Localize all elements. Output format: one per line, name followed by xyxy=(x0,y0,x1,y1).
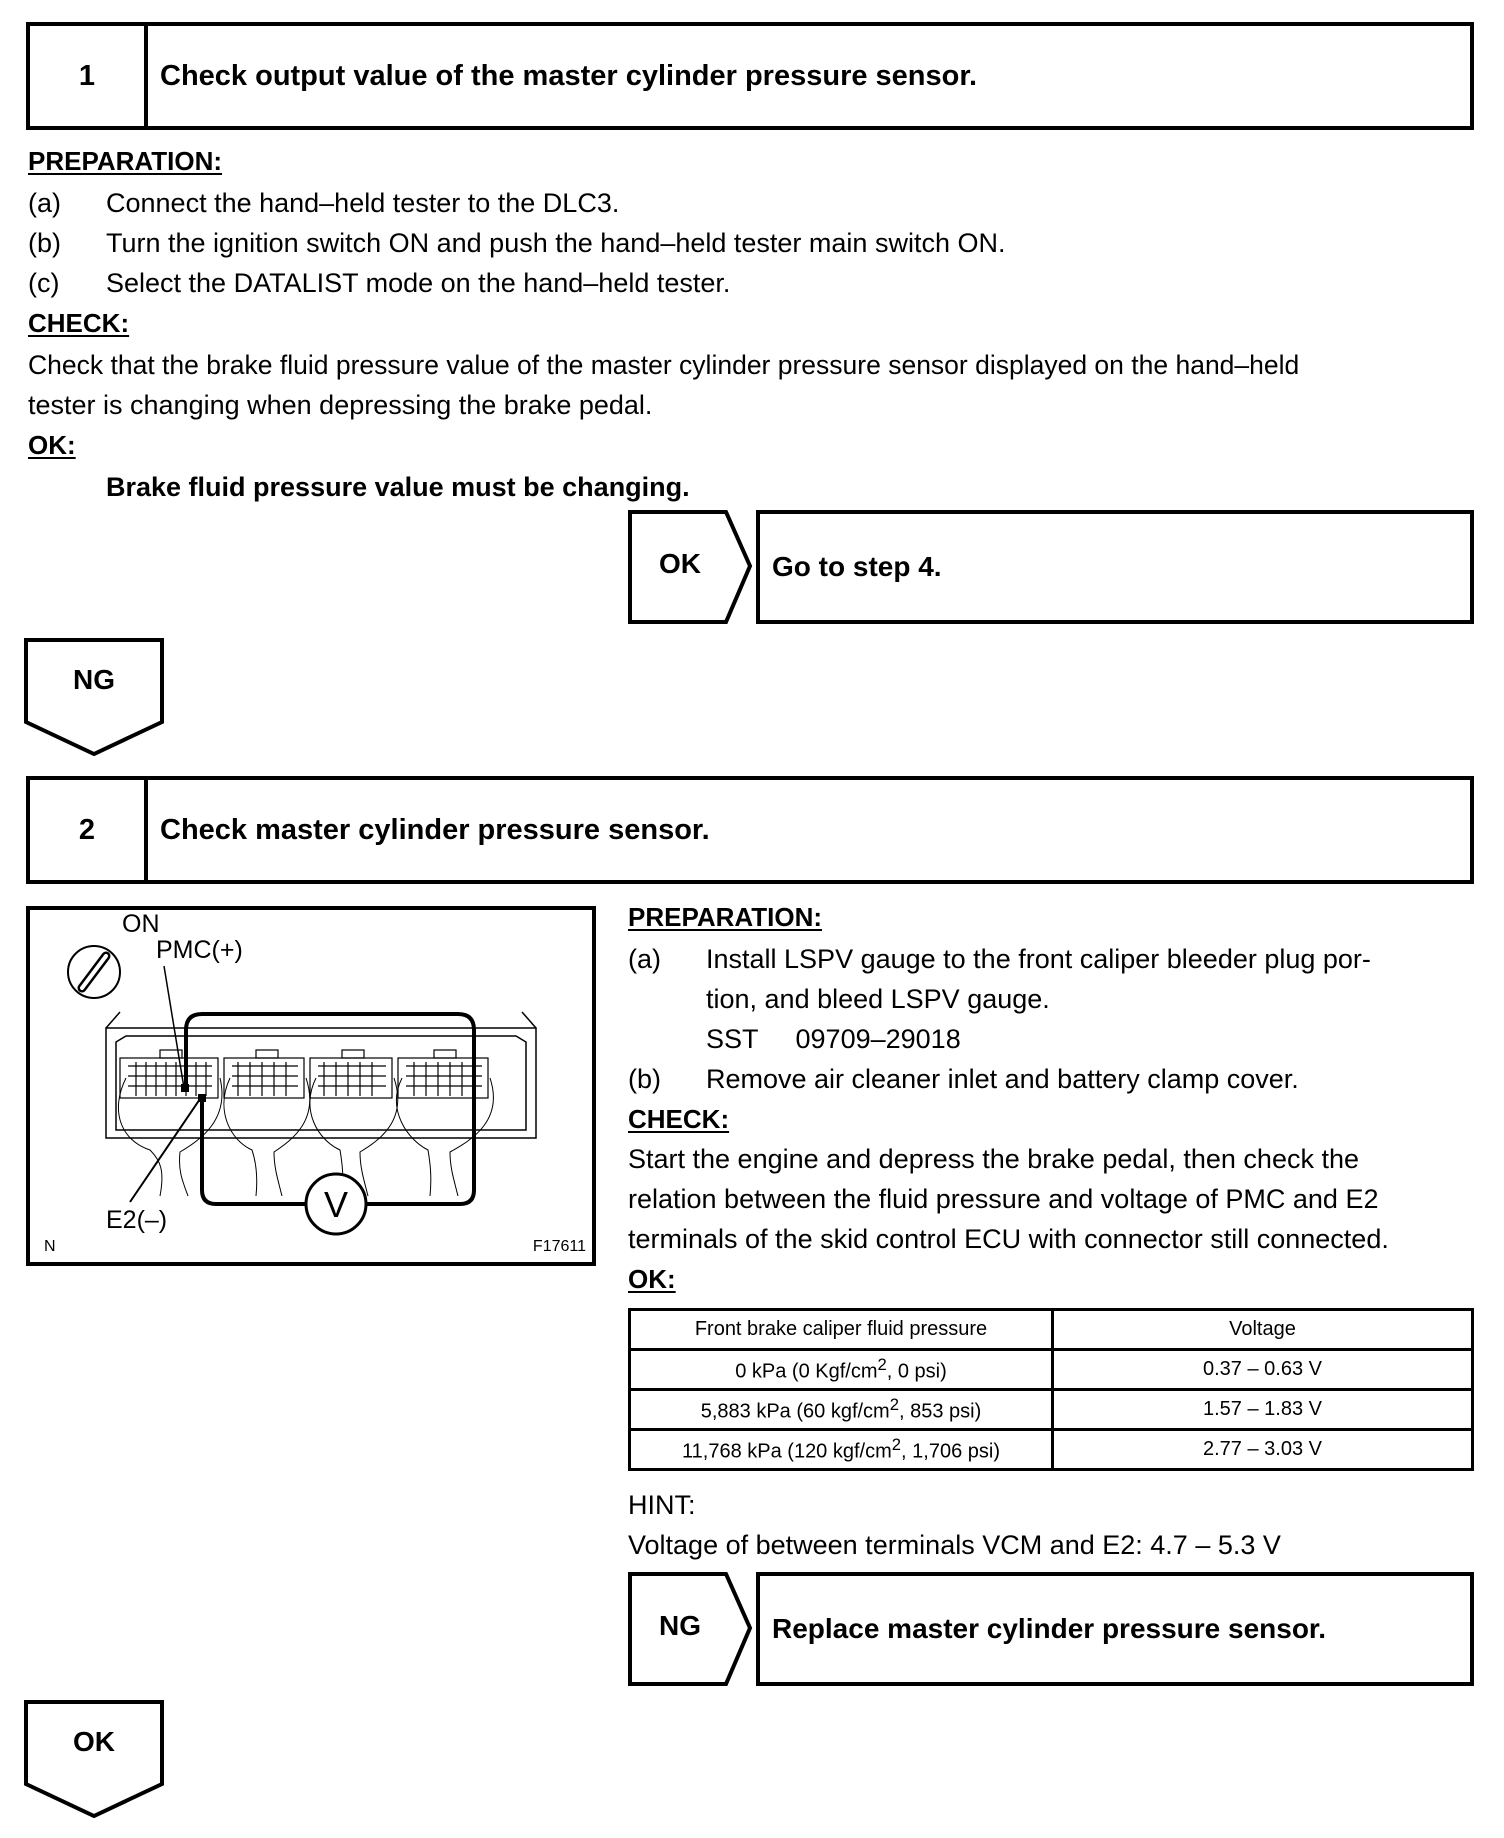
step-2-ng-tag: NG xyxy=(659,1610,701,1641)
step-2-prep-item xyxy=(628,1064,1299,1095)
voltage-cell: 2.77 – 3.03 V xyxy=(1053,1430,1473,1470)
step-2-check-text: relation between the fluid pressure and voltage of PMC and E2 xyxy=(628,1184,1379,1214)
item-label: (a) xyxy=(28,188,61,218)
step-2-number: 2 xyxy=(30,780,148,880)
table-header-row xyxy=(630,1310,1473,1350)
voltage-cell: 0.37 – 0.63 V xyxy=(1053,1350,1473,1390)
label-pmc: PMC(+) xyxy=(156,936,243,964)
ecu-connector-figure xyxy=(26,906,596,1266)
ecu-housing xyxy=(106,1012,536,1138)
step-1-ng-tag: NG xyxy=(73,664,115,695)
item-text: Select the DATALIST mode on the hand–held tester. xyxy=(106,268,731,298)
step-1-check-text: tester is changing when depressing the brake pedal. xyxy=(28,390,653,420)
hint-text: Voltage of between terminals VCM and E2: 4.7 – 5.3 V xyxy=(628,1530,1281,1560)
connector-blocks xyxy=(120,1050,488,1098)
table-header-voltage: Voltage xyxy=(1053,1310,1473,1350)
step-2-preparation-heading: PREPARATION: xyxy=(628,902,823,932)
step-1-ok-heading: OK: xyxy=(28,430,76,460)
step-1-ok-action-text: Go to step 4. xyxy=(772,551,942,582)
step-1-prep-item xyxy=(28,188,619,219)
pmc-terminal xyxy=(181,1084,189,1092)
step-1-prep-item xyxy=(28,268,730,299)
step-1-check-text: Check that the brake fluid pressure value of the master cylinder pressure sensor displayed on the hand–held xyxy=(28,350,1300,380)
negative-probe-wire xyxy=(202,1094,308,1204)
step-1-number: 1 xyxy=(30,26,148,126)
step-1-title: Check output value of the master cylinder pressure sensor. xyxy=(160,59,978,92)
step-2-header xyxy=(26,776,1474,884)
pressure-cell: 0 kPa (0 Kgf/$cm^2$, 0 psi) xyxy=(630,1350,1053,1390)
item-text: Turn the ignition switch ON and push the hand–held tester main switch ON. xyxy=(106,228,1006,258)
pressure-cell: 11,768 kPa (120 kgf/$cm^2$, 1,706 psi) xyxy=(630,1430,1053,1470)
step-1-header xyxy=(26,22,1474,130)
figure-id: F17611 xyxy=(532,1238,586,1255)
pmc-leader-line xyxy=(164,966,184,1088)
e2-terminal xyxy=(198,1094,206,1102)
e2-leader-line xyxy=(130,1096,202,1202)
item-text: Install LSPV gauge to the front caliper bleeder plug por- xyxy=(706,944,1371,974)
table-row xyxy=(630,1390,1473,1430)
step-2-ng-action[interactable] xyxy=(756,1572,1474,1686)
pressure-voltage-table xyxy=(628,1308,1474,1471)
item-text: Remove air cleaner inlet and battery clamp cover. xyxy=(706,1064,1299,1094)
table-header-pressure: Front brake caliper fluid pressure xyxy=(630,1310,1053,1350)
ng-down-arrow-icon xyxy=(24,638,166,756)
voltage-cell: 1.57 – 1.83 V xyxy=(1053,1390,1473,1430)
step-1-preparation-heading: PREPARATION: xyxy=(28,146,223,176)
step-2-prep-item xyxy=(628,944,1371,975)
ok-down-arrow-icon xyxy=(24,1700,166,1818)
item-label: (b) xyxy=(628,1064,661,1094)
hint-heading: HINT: xyxy=(628,1490,696,1520)
item-label: (a) xyxy=(628,944,661,974)
step-2-check-heading: CHECK: xyxy=(628,1104,730,1134)
step-2-check-text: terminals of the skid control ECU with connector still connected. xyxy=(628,1224,1389,1254)
ignition-switch-icon xyxy=(68,946,120,998)
step-2-title: Check master cylinder pressure sensor. xyxy=(160,813,710,846)
step-1-prep-item xyxy=(28,228,1005,259)
item-label: (b) xyxy=(28,228,61,258)
step-1-ok-spec: Brake fluid pressure value must be changing. xyxy=(106,472,690,502)
pressure-cell: 5,883 kPa (60 kgf/$cm^2$, 853 psi) xyxy=(630,1390,1053,1430)
item-label: (c) xyxy=(28,268,60,298)
table-row xyxy=(630,1350,1473,1390)
figure-corner-mark: N xyxy=(44,1238,56,1255)
step-1-ok-tag: OK xyxy=(659,548,701,579)
sst-number: SST 09709–29018 xyxy=(706,1024,961,1054)
step-1-ok-action[interactable] xyxy=(756,510,1474,624)
step-2-check-text: Start the engine and depress the brake pedal, then check the xyxy=(628,1144,1360,1174)
label-e2: E2(–) xyxy=(106,1206,168,1234)
step-2-ok-tag: OK xyxy=(73,1726,115,1757)
step-2-ok-heading: OK: xyxy=(628,1264,676,1294)
step-2-prep-item-cont: tion, and bleed LSPV gauge. xyxy=(706,984,1050,1014)
item-text: Connect the hand–held tester to the DLC3. xyxy=(106,188,620,218)
label-on: ON xyxy=(122,910,160,938)
step-1-check-heading: CHECK: xyxy=(28,308,130,338)
voltmeter-symbol: V xyxy=(324,1184,349,1225)
step-2-ng-action-text: Replace master cylinder pressure sensor. xyxy=(772,1613,1327,1644)
table-row xyxy=(630,1430,1473,1470)
